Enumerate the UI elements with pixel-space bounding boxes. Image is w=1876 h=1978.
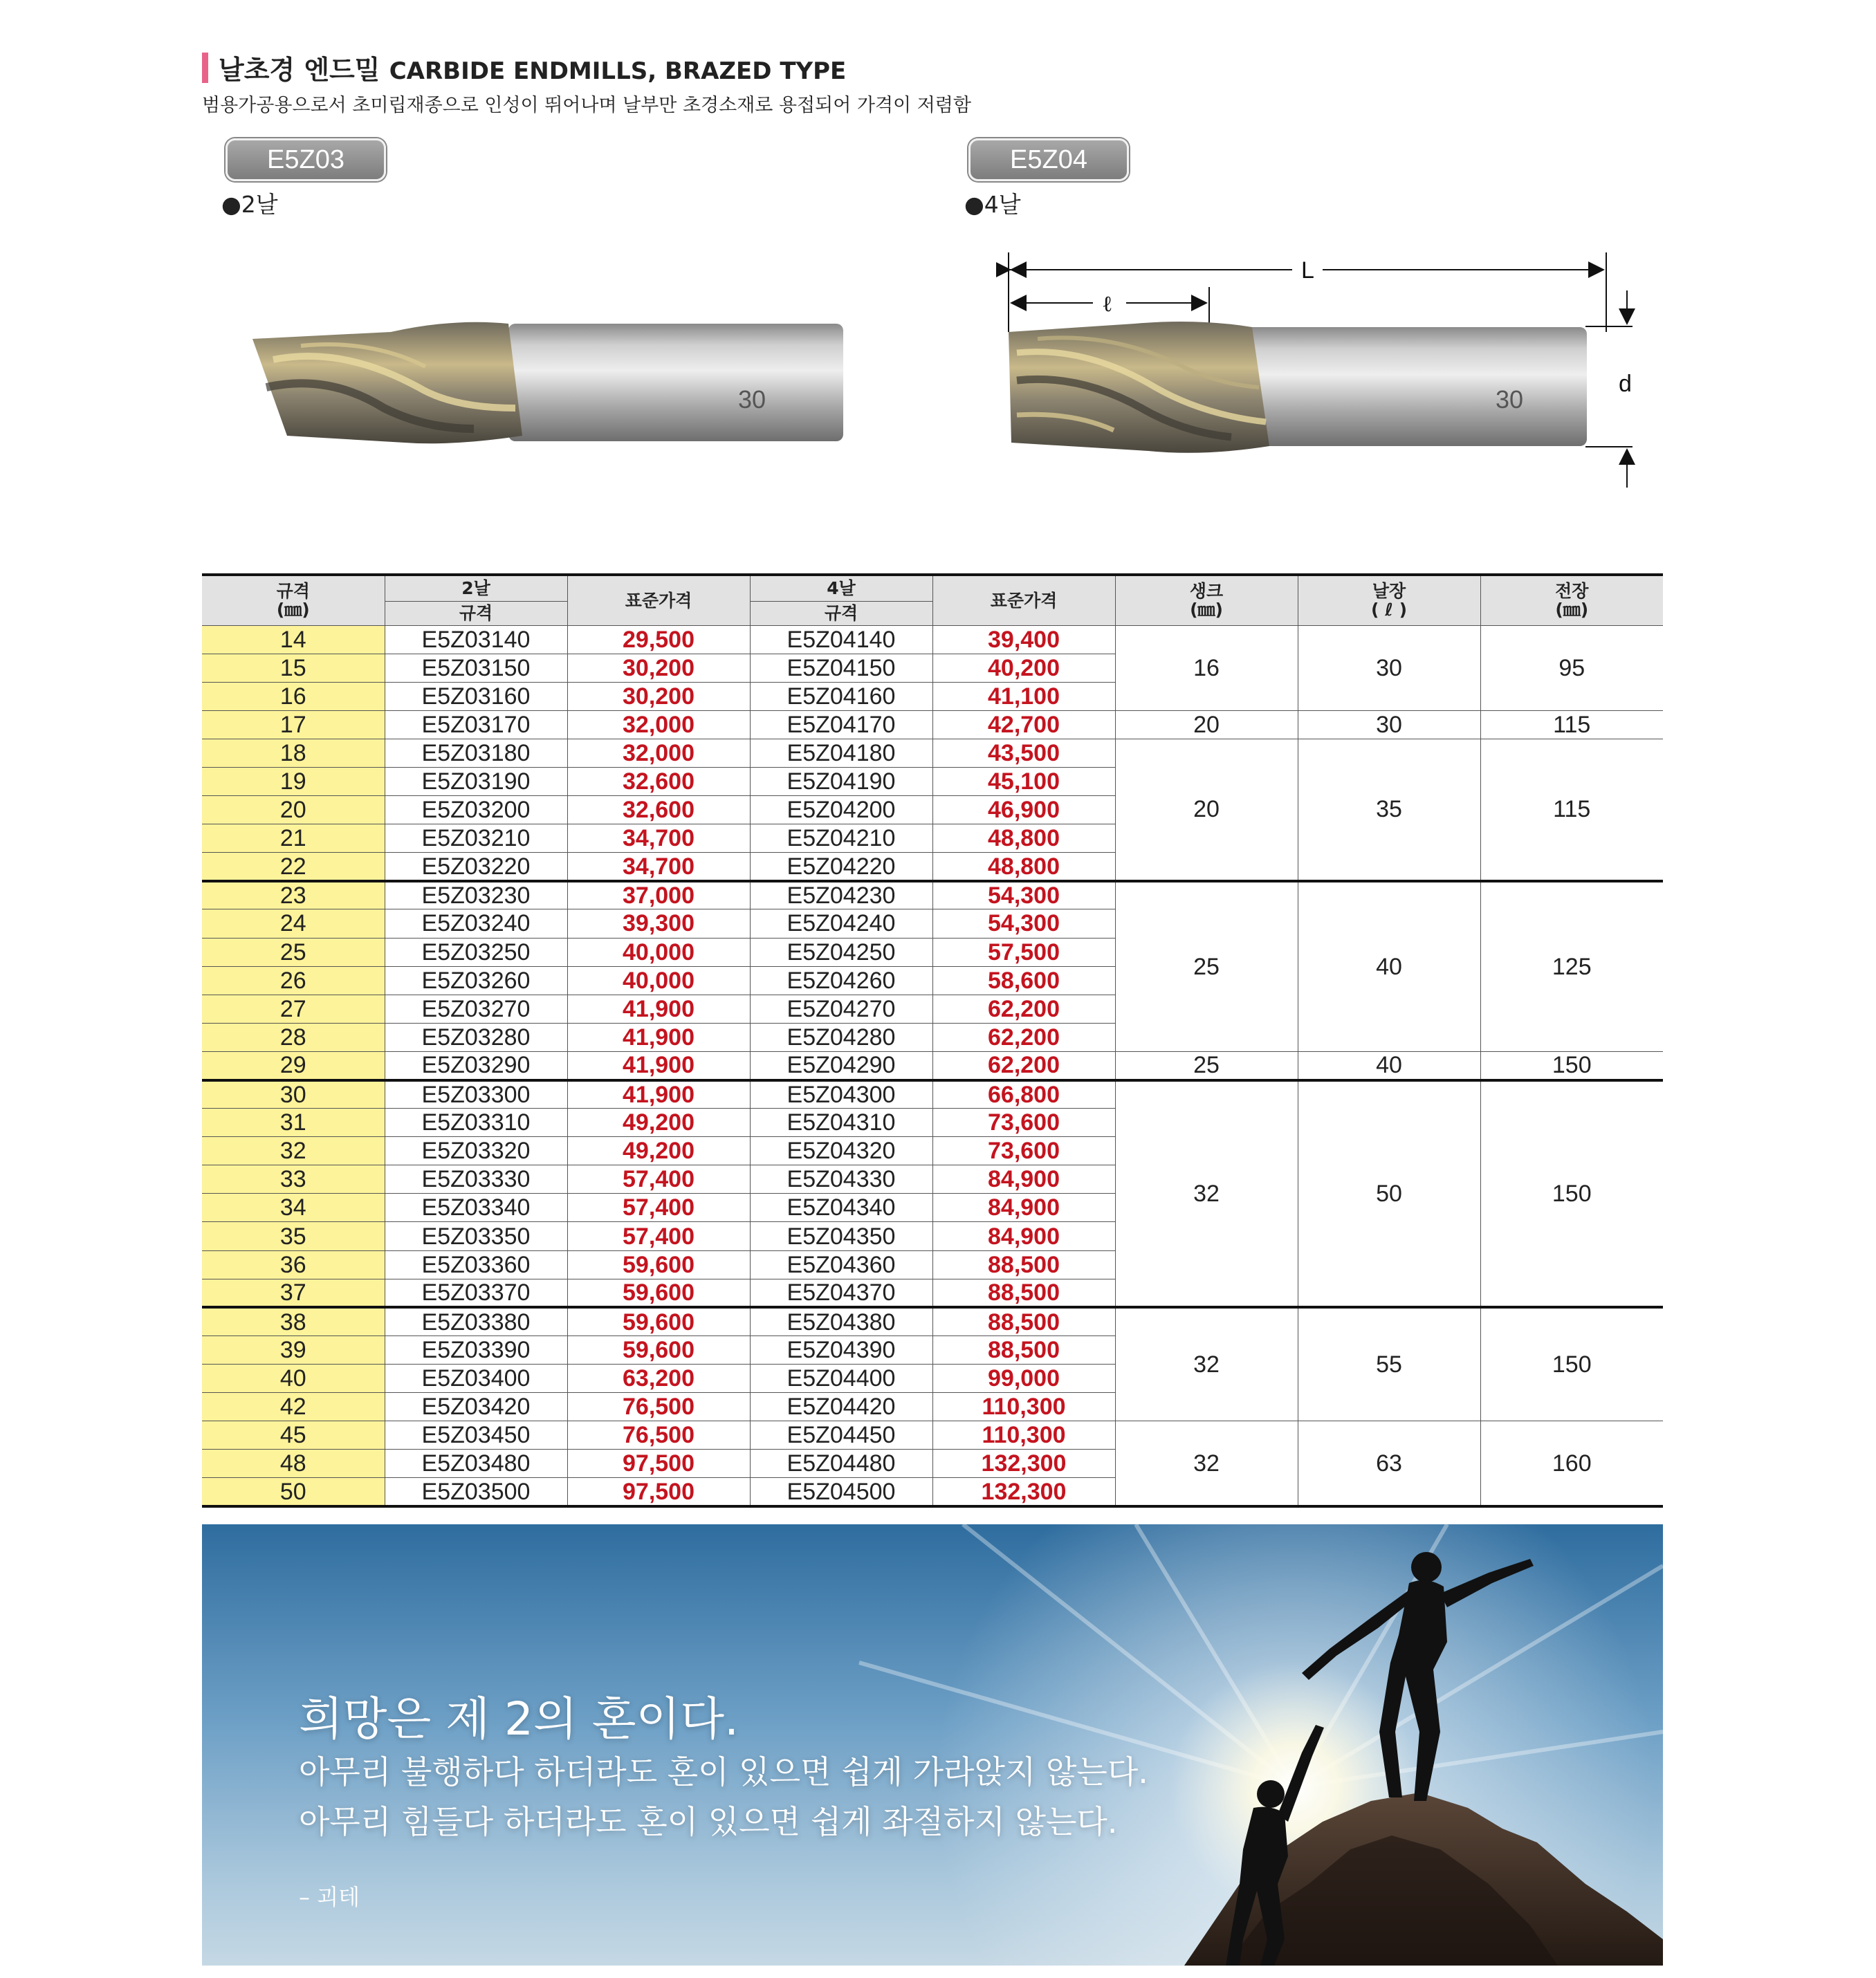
price-2-flute-cell: 57,400 [567, 1222, 750, 1250]
code-2-flute-cell: E5Z03500 [385, 1478, 567, 1506]
overall-length-cell: 125 [1480, 881, 1663, 1052]
overall-length-cell: 115 [1480, 710, 1663, 739]
price-4-flute-cell: 66,800 [932, 1080, 1115, 1109]
quote-banner [202, 1524, 1663, 1966]
flute-length-cell: 50 [1298, 1080, 1480, 1308]
specification-table [202, 573, 1663, 1508]
code-4-flute-cell: E5Z04170 [750, 710, 932, 739]
price-2-flute-cell: 59,600 [567, 1307, 750, 1335]
price-4-flute-cell: 54,300 [932, 881, 1115, 909]
table-row [202, 881, 1663, 909]
flute-count-2: ●2날 [221, 191, 278, 218]
price-4-flute-cell: 110,300 [932, 1421, 1115, 1450]
size-cell: 17 [202, 710, 385, 739]
price-2-flute-cell: 32,600 [567, 796, 750, 824]
header-price-2-flute: 표준가격 [567, 575, 750, 625]
code-4-flute-cell: E5Z04390 [750, 1335, 932, 1364]
price-2-flute-cell: 76,500 [567, 1421, 750, 1450]
flute-length-cell: 35 [1298, 739, 1480, 880]
code-4-flute-cell: E5Z04340 [750, 1194, 932, 1222]
price-2-flute-cell: 32,000 [567, 739, 750, 767]
flute-length-cell: 30 [1298, 625, 1480, 710]
price-2-flute-cell: 63,200 [567, 1364, 750, 1392]
size-cell: 35 [202, 1222, 385, 1250]
code-4-flute-cell: E5Z04140 [750, 625, 932, 654]
title-accent-bar [202, 53, 208, 83]
flute-length-cell: 40 [1298, 1051, 1480, 1080]
size-cell: 36 [202, 1250, 385, 1279]
table-row [202, 1421, 1663, 1450]
price-4-flute-cell: 54,300 [932, 909, 1115, 938]
price-4-flute-cell: 46,900 [932, 796, 1115, 824]
code-2-flute-cell: E5Z03400 [385, 1364, 567, 1392]
flute-length-cell: 30 [1298, 710, 1480, 739]
header-spec-2-flute: 규격 [385, 601, 567, 625]
table-row [202, 1051, 1663, 1080]
code-2-flute-cell: E5Z03190 [385, 767, 567, 795]
price-2-flute-cell: 41,900 [567, 995, 750, 1023]
code-4-flute-cell: E5Z04380 [750, 1307, 932, 1335]
price-2-flute-cell: 40,000 [567, 966, 750, 995]
code-2-flute-cell: E5Z03170 [385, 710, 567, 739]
price-4-flute-cell: 110,300 [932, 1393, 1115, 1421]
header-2-flute: 2날 [385, 575, 567, 601]
price-2-flute-cell: 49,200 [567, 1137, 750, 1165]
size-cell: 28 [202, 1023, 385, 1051]
shank-marking: 30 [1496, 385, 1524, 414]
price-4-flute-cell: 62,200 [932, 995, 1115, 1023]
size-cell: 26 [202, 966, 385, 995]
tool-shank [508, 324, 843, 441]
code-4-flute-cell: E5Z04200 [750, 796, 932, 824]
overall-length-cell: 115 [1480, 739, 1663, 880]
code-2-flute-cell: E5Z03230 [385, 881, 567, 909]
code-2-flute-cell: E5Z03180 [385, 739, 567, 767]
tool-shank [1245, 327, 1587, 446]
price-2-flute-cell: 59,600 [567, 1279, 750, 1307]
shank-cell: 32 [1115, 1421, 1298, 1506]
price-4-flute-cell: 62,200 [932, 1051, 1115, 1080]
code-4-flute-cell: E5Z04480 [750, 1450, 932, 1478]
price-2-flute-cell: 34,700 [567, 824, 750, 853]
code-4-flute-cell: E5Z04450 [750, 1421, 932, 1450]
quote-line-1: 아무리 불행하다 하더라도 혼이 있으면 쉽게 가라앉지 않는다. [299, 1753, 1148, 1791]
header-shank: 생크 (㎜) [1115, 575, 1298, 625]
code-4-flute-cell: E5Z04330 [750, 1165, 932, 1194]
code-2-flute-cell: E5Z03390 [385, 1335, 567, 1364]
price-2-flute-cell: 76,500 [567, 1393, 750, 1421]
table-row [202, 739, 1663, 767]
code-4-flute-cell: E5Z04290 [750, 1051, 932, 1080]
overall-length-cell: 150 [1480, 1307, 1663, 1421]
price-4-flute-cell: 99,000 [932, 1364, 1115, 1392]
price-4-flute-cell: 88,500 [932, 1307, 1115, 1335]
size-cell: 27 [202, 995, 385, 1023]
size-cell: 21 [202, 824, 385, 853]
code-2-flute-cell: E5Z03260 [385, 966, 567, 995]
price-4-flute-cell: 132,300 [932, 1450, 1115, 1478]
size-cell: 29 [202, 1051, 385, 1080]
flute-length-cell: 55 [1298, 1307, 1480, 1421]
size-cell: 37 [202, 1279, 385, 1307]
code-2-flute-cell: E5Z03380 [385, 1307, 567, 1335]
size-cell: 19 [202, 767, 385, 795]
size-cell: 24 [202, 909, 385, 938]
price-4-flute-cell: 57,500 [932, 938, 1115, 966]
price-2-flute-cell: 41,900 [567, 1051, 750, 1080]
code-4-flute-cell: E5Z04300 [750, 1080, 932, 1109]
size-cell: 31 [202, 1109, 385, 1137]
size-cell: 23 [202, 881, 385, 909]
shank-cell: 25 [1115, 1051, 1298, 1080]
price-2-flute-cell: 49,200 [567, 1109, 750, 1137]
price-4-flute-cell: 62,200 [932, 1023, 1115, 1051]
table-row [202, 625, 1663, 654]
page-subtitle: 범용가공용으로서 초미립재종으로 인성이 뛰어나며 날부만 초경소재로 용접되어 가격이 저렴함 [202, 95, 971, 116]
size-cell: 39 [202, 1335, 385, 1364]
size-cell: 34 [202, 1194, 385, 1222]
price-2-flute-cell: 57,400 [567, 1165, 750, 1194]
shank-cell: 32 [1115, 1080, 1298, 1308]
code-4-flute-cell: E5Z04240 [750, 909, 932, 938]
code-4-flute-cell: E5Z04280 [750, 1023, 932, 1051]
code-4-flute-cell: E5Z04400 [750, 1364, 932, 1392]
size-cell: 48 [202, 1450, 385, 1478]
price-4-flute-cell: 88,500 [932, 1279, 1115, 1307]
product-code-badge-e5z04: E5Z04 [968, 138, 1129, 181]
header-overall-length: 전장 (㎜) [1480, 575, 1663, 625]
header-size: 규격 (㎜) [202, 575, 385, 625]
code-2-flute-cell: E5Z03420 [385, 1393, 567, 1421]
size-cell: 50 [202, 1478, 385, 1506]
price-2-flute-cell: 41,900 [567, 1080, 750, 1109]
price-4-flute-cell: 40,200 [932, 654, 1115, 682]
overall-length-cell: 150 [1480, 1080, 1663, 1308]
code-2-flute-cell: E5Z03350 [385, 1222, 567, 1250]
price-4-flute-cell: 88,500 [932, 1335, 1115, 1364]
price-4-flute-cell: 88,500 [932, 1250, 1115, 1279]
price-2-flute-cell: 41,900 [567, 1023, 750, 1051]
shank-cell: 20 [1115, 710, 1298, 739]
code-4-flute-cell: E5Z04370 [750, 1279, 932, 1307]
code-4-flute-cell: E5Z04160 [750, 682, 932, 710]
price-2-flute-cell: 59,600 [567, 1250, 750, 1279]
code-2-flute-cell: E5Z03240 [385, 909, 567, 938]
quote-line-2: 아무리 힘들다 하더라도 혼이 있으면 쉽게 좌절하지 않는다. [299, 1803, 1118, 1840]
code-2-flute-cell: E5Z03160 [385, 682, 567, 710]
price-4-flute-cell: 48,800 [932, 824, 1115, 853]
code-2-flute-cell: E5Z03450 [385, 1421, 567, 1450]
price-4-flute-cell: 45,100 [932, 767, 1115, 795]
dimension-label-d: d [1619, 371, 1632, 397]
table-row [202, 1307, 1663, 1335]
size-cell: 45 [202, 1421, 385, 1450]
price-2-flute-cell: 30,200 [567, 682, 750, 710]
header-spec-4-flute: 규격 [750, 601, 932, 625]
price-2-flute-cell: 40,000 [567, 938, 750, 966]
shank-cell: 16 [1115, 625, 1298, 710]
code-4-flute-cell: E5Z04150 [750, 654, 932, 682]
size-cell: 40 [202, 1364, 385, 1392]
price-2-flute-cell: 34,700 [567, 853, 750, 881]
code-4-flute-cell: E5Z04360 [750, 1250, 932, 1279]
size-cell: 22 [202, 853, 385, 881]
overall-length-cell: 160 [1480, 1421, 1663, 1506]
code-4-flute-cell: E5Z04220 [750, 853, 932, 881]
code-2-flute-cell: E5Z03280 [385, 1023, 567, 1051]
code-4-flute-cell: E5Z04190 [750, 767, 932, 795]
price-2-flute-cell: 97,500 [567, 1478, 750, 1506]
code-4-flute-cell: E5Z04350 [750, 1222, 932, 1250]
quote-author: – 괴테 [299, 1884, 360, 1910]
price-2-flute-cell: 30,200 [567, 654, 750, 682]
price-4-flute-cell: 43,500 [932, 739, 1115, 767]
code-2-flute-cell: E5Z03340 [385, 1194, 567, 1222]
header-flute-length: 날장 ( ℓ ) [1298, 575, 1480, 625]
code-2-flute-cell: E5Z03360 [385, 1250, 567, 1279]
size-cell: 33 [202, 1165, 385, 1194]
code-4-flute-cell: E5Z04210 [750, 824, 932, 853]
price-4-flute-cell: 42,700 [932, 710, 1115, 739]
code-2-flute-cell: E5Z03320 [385, 1137, 567, 1165]
code-2-flute-cell: E5Z03270 [385, 995, 567, 1023]
overall-length-cell: 150 [1480, 1051, 1663, 1080]
price-2-flute-cell: 37,000 [567, 881, 750, 909]
code-2-flute-cell: E5Z03150 [385, 654, 567, 682]
size-cell: 18 [202, 739, 385, 767]
price-2-flute-cell: 39,300 [567, 909, 750, 938]
size-cell: 30 [202, 1080, 385, 1109]
size-cell: 16 [202, 682, 385, 710]
price-2-flute-cell: 97,500 [567, 1450, 750, 1478]
code-4-flute-cell: E5Z04260 [750, 966, 932, 995]
code-2-flute-cell: E5Z03290 [385, 1051, 567, 1080]
price-4-flute-cell: 73,600 [932, 1137, 1115, 1165]
code-2-flute-cell: E5Z03220 [385, 853, 567, 881]
table-row [202, 710, 1663, 739]
specification-table-body [202, 625, 1663, 1506]
code-4-flute-cell: E5Z04420 [750, 1393, 932, 1421]
price-4-flute-cell: 73,600 [932, 1109, 1115, 1137]
size-cell: 38 [202, 1307, 385, 1335]
table-row [202, 1080, 1663, 1109]
code-2-flute-cell: E5Z03480 [385, 1450, 567, 1478]
code-2-flute-cell: E5Z03330 [385, 1165, 567, 1194]
code-4-flute-cell: E5Z04180 [750, 739, 932, 767]
size-cell: 42 [202, 1393, 385, 1421]
code-4-flute-cell: E5Z04500 [750, 1478, 932, 1506]
flute-length-cell: 63 [1298, 1421, 1480, 1506]
price-4-flute-cell: 84,900 [932, 1222, 1115, 1250]
dimension-label-l: ℓ [1102, 290, 1113, 317]
header-price-4-flute: 표준가격 [932, 575, 1115, 625]
price-4-flute-cell: 41,100 [932, 682, 1115, 710]
page-title [219, 48, 846, 86]
code-2-flute-cell: E5Z03310 [385, 1109, 567, 1137]
header-4-flute: 4날 [750, 575, 932, 601]
size-cell: 25 [202, 938, 385, 966]
code-4-flute-cell: E5Z04270 [750, 995, 932, 1023]
price-2-flute-cell: 32,000 [567, 710, 750, 739]
price-2-flute-cell: 32,600 [567, 767, 750, 795]
size-cell: 32 [202, 1137, 385, 1165]
flute-count-4: ●4날 [964, 191, 1021, 218]
price-2-flute-cell: 59,600 [567, 1335, 750, 1364]
title-korean: 날초경 엔드밀 [219, 55, 380, 85]
price-2-flute-cell: 57,400 [567, 1194, 750, 1222]
code-2-flute-cell: E5Z03200 [385, 796, 567, 824]
overall-length-cell: 95 [1480, 625, 1663, 710]
endmill-2-flute-image [246, 304, 854, 456]
price-4-flute-cell: 132,300 [932, 1478, 1115, 1506]
endmill-4-flute-diagram [996, 249, 1660, 498]
code-2-flute-cell: E5Z03300 [385, 1080, 567, 1109]
product-code-badge-e5z03: E5Z03 [226, 138, 386, 181]
shank-marking: 30 [738, 385, 766, 414]
price-4-flute-cell: 84,900 [932, 1165, 1115, 1194]
dimension-label-L: L [1301, 257, 1314, 284]
shank-cell: 25 [1115, 881, 1298, 1052]
flute-length-cell: 40 [1298, 881, 1480, 1052]
code-2-flute-cell: E5Z03210 [385, 824, 567, 853]
price-2-flute-cell: 29,500 [567, 625, 750, 654]
price-4-flute-cell: 84,900 [932, 1194, 1115, 1222]
code-4-flute-cell: E5Z04310 [750, 1109, 932, 1137]
code-4-flute-cell: E5Z04250 [750, 938, 932, 966]
tool-flutes [1009, 322, 1269, 453]
size-cell: 20 [202, 796, 385, 824]
size-cell: 15 [202, 654, 385, 682]
code-2-flute-cell: E5Z03140 [385, 625, 567, 654]
code-2-flute-cell: E5Z03370 [385, 1279, 567, 1307]
code-4-flute-cell: E5Z04320 [750, 1137, 932, 1165]
shank-cell: 32 [1115, 1307, 1298, 1421]
code-4-flute-cell: E5Z04230 [750, 881, 932, 909]
quote-title: 희망은 제 2의 혼이다. [299, 1692, 739, 1746]
price-4-flute-cell: 48,800 [932, 853, 1115, 881]
price-4-flute-cell: 39,400 [932, 625, 1115, 654]
price-4-flute-cell: 58,600 [932, 966, 1115, 995]
shank-cell: 20 [1115, 739, 1298, 880]
size-cell: 14 [202, 625, 385, 654]
title-english: CARBIDE ENDMILLS, BRAZED TYPE [389, 57, 847, 85]
code-2-flute-cell: E5Z03250 [385, 938, 567, 966]
